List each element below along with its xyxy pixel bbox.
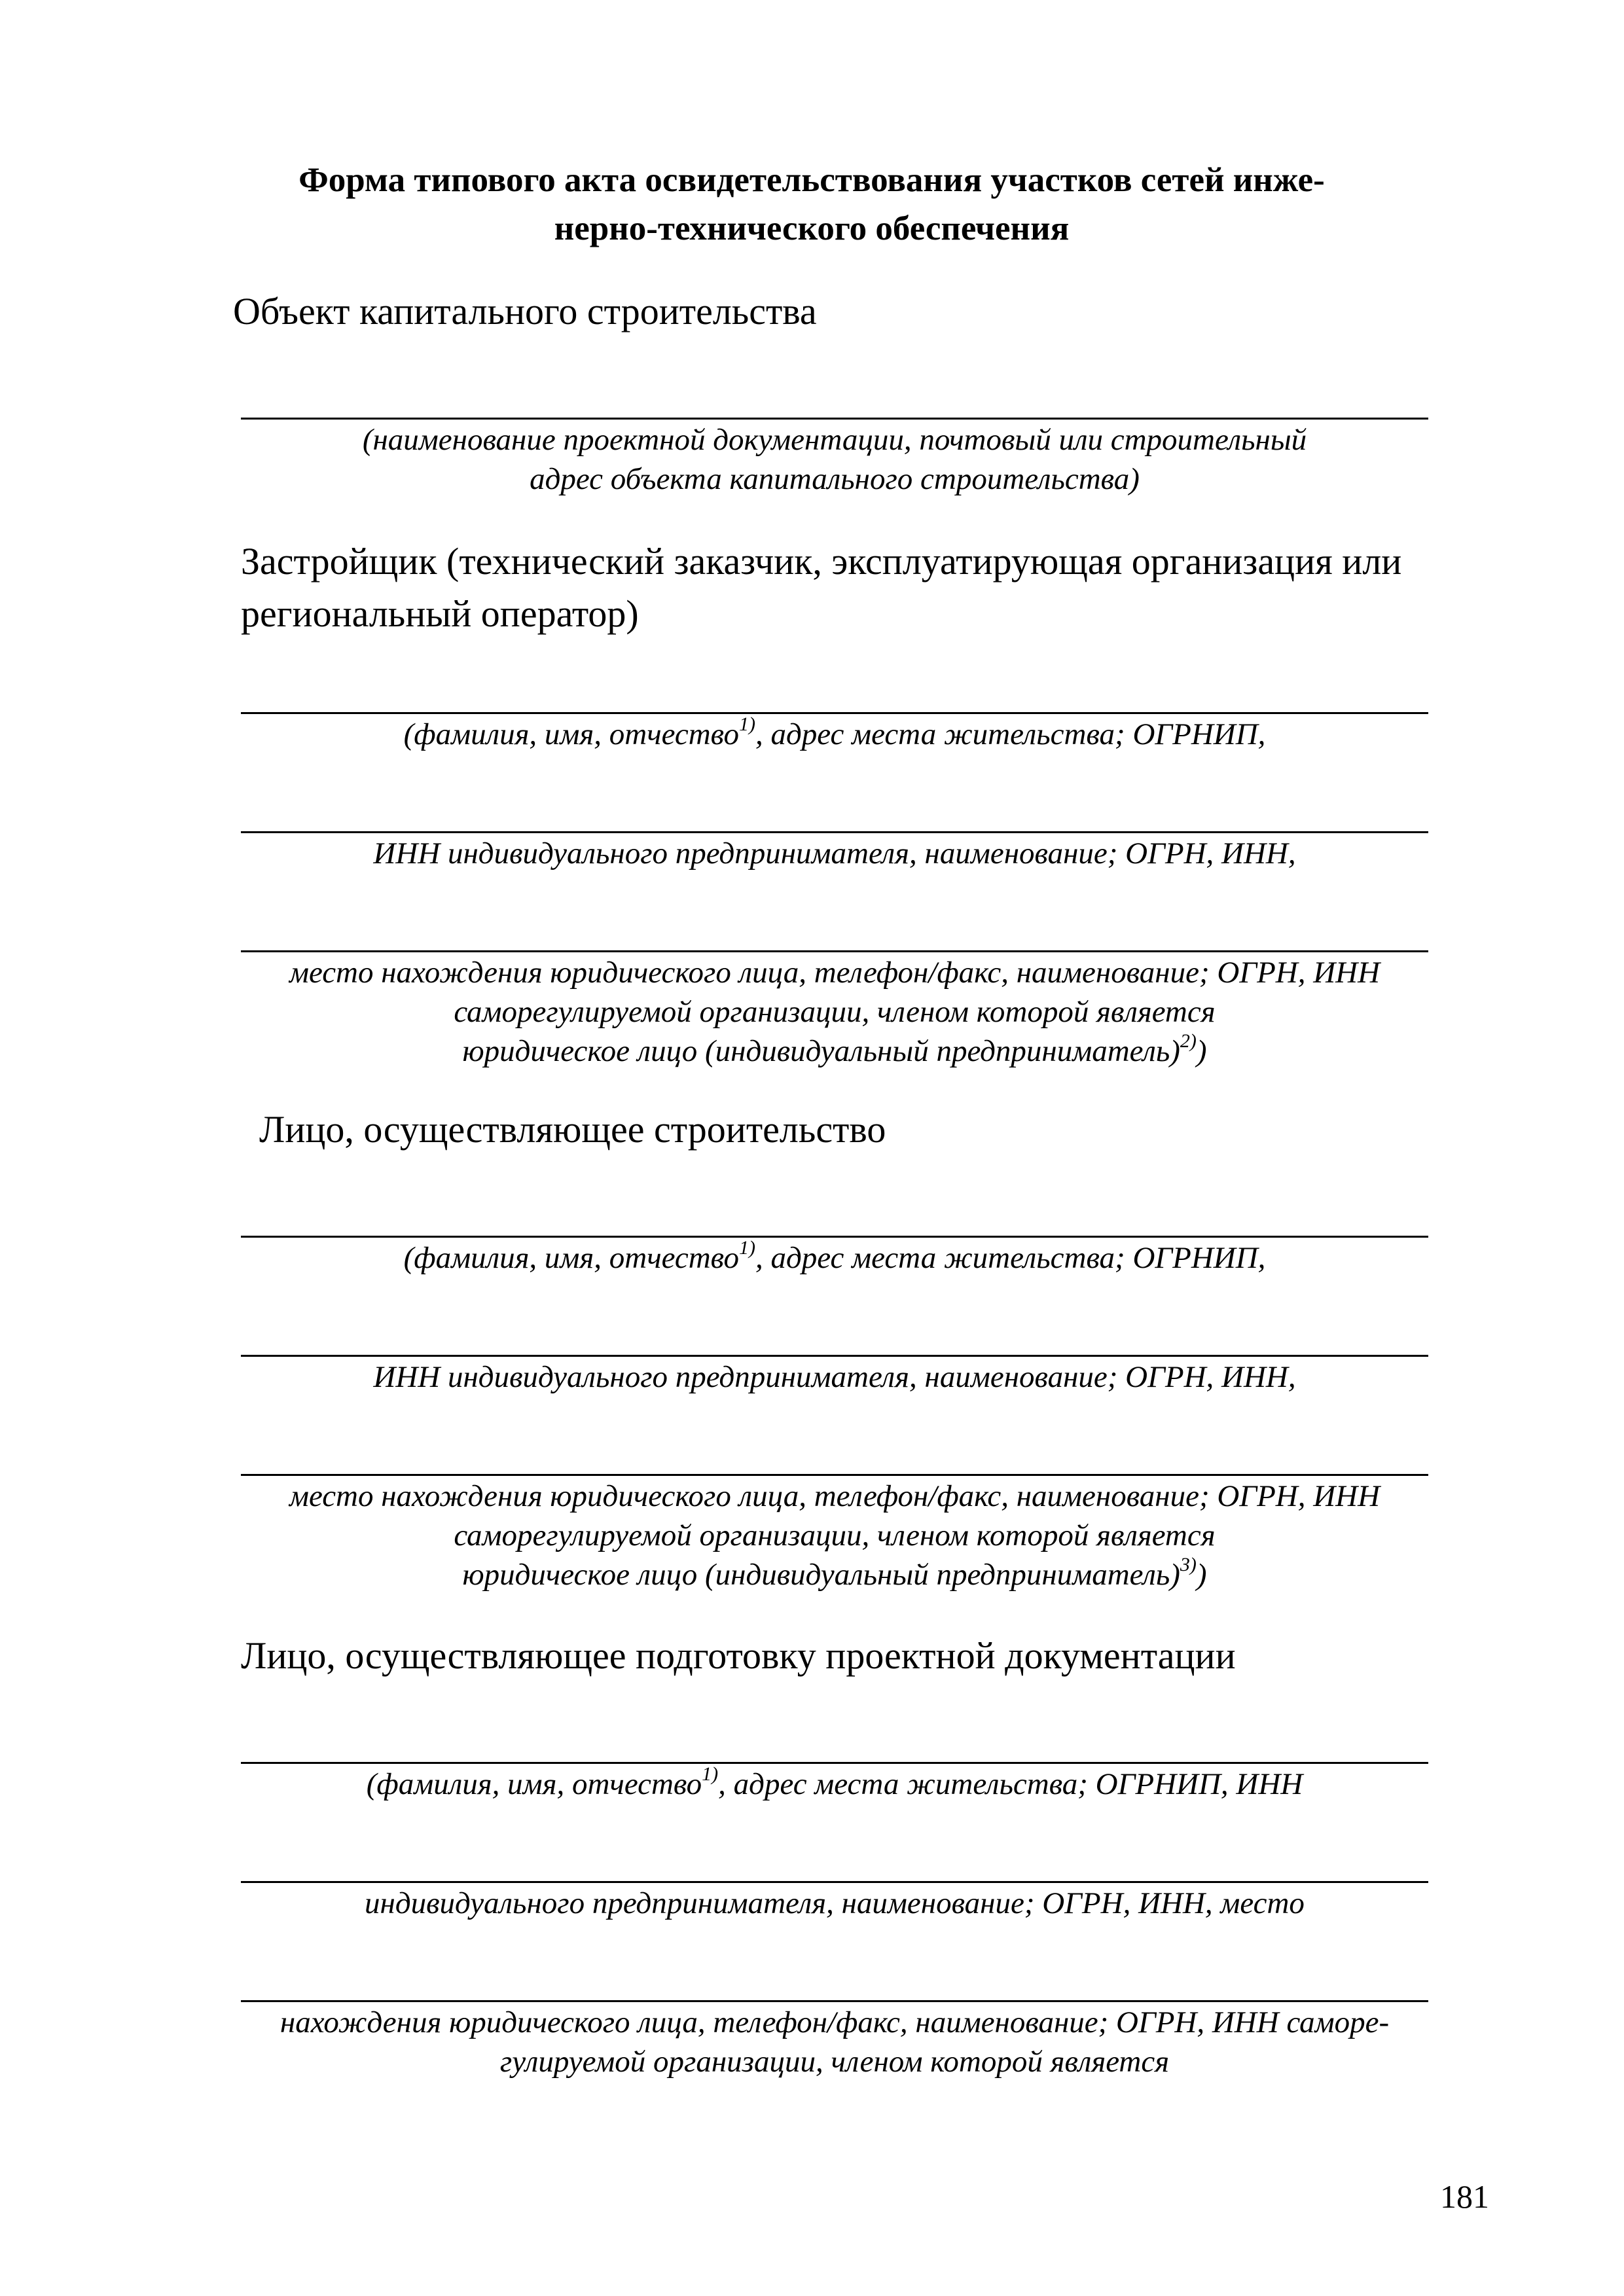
- designer-caption-1-pre: (фамилия, имя, отчество: [366, 1767, 702, 1801]
- footnote-ref-1: 1): [738, 713, 755, 736]
- builder-caption-1-pre: (фамилия, имя, отчество: [403, 1241, 739, 1275]
- page-number: 181: [1440, 2178, 1489, 2215]
- footnote-ref-1: 1): [702, 1763, 719, 1785]
- designer-field-line-3: [241, 2000, 1428, 2002]
- object-label: Объект капитального строительства: [233, 290, 817, 332]
- object-caption-line-2: адрес объекта капитального строительства): [530, 462, 1140, 496]
- builder-caption-1-post: , адрес места жительства; ОГРНИП,: [755, 1241, 1266, 1275]
- developer-field-line-2: [241, 831, 1428, 833]
- developer-field-line-1: [241, 712, 1428, 714]
- builder-caption-2: ИНН индивидуального предпринимателя, наименование; ОГРН, ИНН,: [373, 1360, 1296, 1394]
- developer-label-line-2: региональный оператор): [241, 592, 639, 635]
- designer-label: Лицо, осуществляющее подготовку проектной документации: [241, 1634, 1236, 1677]
- designer-field-line-1: [241, 1762, 1428, 1764]
- builder-label: Лицо, осуществляющее строительство: [259, 1108, 886, 1151]
- developer-label: [241, 535, 1401, 640]
- designer-caption-2: индивидуального предпринимателя, наименование; ОГРН, ИНН, место: [365, 1886, 1305, 1920]
- object-caption-line-1: (наименование проектной документации, почтовый или строительный: [362, 423, 1307, 457]
- designer-caption-1-post: , адрес места жительства; ОГРНИП, ИНН: [718, 1767, 1303, 1801]
- object-field-line: [241, 418, 1428, 420]
- designer-caption-3-line-2: гулируемой организации, членом которой является: [499, 2045, 1170, 2079]
- builder-caption-3-line-3-post: ): [1196, 1558, 1207, 1592]
- builder-caption-3-line-3: [223, 1555, 1447, 1594]
- object-caption: [223, 420, 1447, 499]
- designer-caption-3: [223, 2003, 1447, 2081]
- designer-field-line-2: [241, 1881, 1428, 1883]
- developer-caption-3: [223, 953, 1447, 1071]
- footnote-ref-2: 2): [1180, 1030, 1197, 1052]
- developer-caption-1-pre: (фамилия, имя, отчество: [403, 717, 739, 751]
- developer-caption-3-line-1: место нахождения юридического лица, телефон/факс, наименование; ОГРН, ИНН: [289, 956, 1380, 990]
- developer-label-line-1: Застройщик (технический заказчик, эксплуатирующая организация или: [241, 540, 1402, 583]
- title-line-2: нерно-технического обеспечения: [554, 209, 1070, 247]
- developer-field-line-3: [241, 950, 1428, 952]
- developer-caption-1: [223, 715, 1447, 754]
- developer-caption-1-post: , адрес места жительства; ОГРНИП,: [755, 717, 1266, 751]
- page-title: [196, 156, 1427, 253]
- footnote-ref-3: 3): [1180, 1554, 1197, 1576]
- developer-caption-3-line-3: [223, 1031, 1447, 1071]
- developer-caption-2: ИНН индивидуального предпринимателя, наименование; ОГРН, ИНН,: [373, 836, 1296, 870]
- builder-caption-1: [223, 1238, 1447, 1278]
- builder-caption-3: [223, 1477, 1447, 1594]
- builder-caption-3-line-2: саморегулируемой организации, членом которой является: [454, 1518, 1216, 1552]
- footnote-ref-1: 1): [738, 1237, 755, 1259]
- builder-field-line-3: [241, 1474, 1428, 1476]
- title-line-1: Форма типового акта освидетельствования участков сетей инже-: [298, 161, 1325, 199]
- developer-caption-3-line-3-post: ): [1196, 1034, 1207, 1068]
- developer-caption-3-line-2: саморегулируемой организации, членом которой является: [454, 995, 1216, 1029]
- builder-field-line-1: [241, 1236, 1428, 1238]
- designer-caption-1: [223, 1765, 1447, 1804]
- builder-caption-3-line-1: место нахождения юридического лица, телефон/факс, наименование; ОГРН, ИНН: [289, 1479, 1380, 1513]
- builder-field-line-2: [241, 1355, 1428, 1357]
- builder-caption-3-line-3-pre: юридическое лицо (индивидуальный предприниматель): [462, 1558, 1180, 1592]
- developer-caption-3-line-3-pre: юридическое лицо (индивидуальный предприниматель): [462, 1034, 1180, 1068]
- designer-caption-3-line-1: нахождения юридического лица, телефон/факс, наименование; ОГРН, ИНН саморе-: [280, 2005, 1390, 2039]
